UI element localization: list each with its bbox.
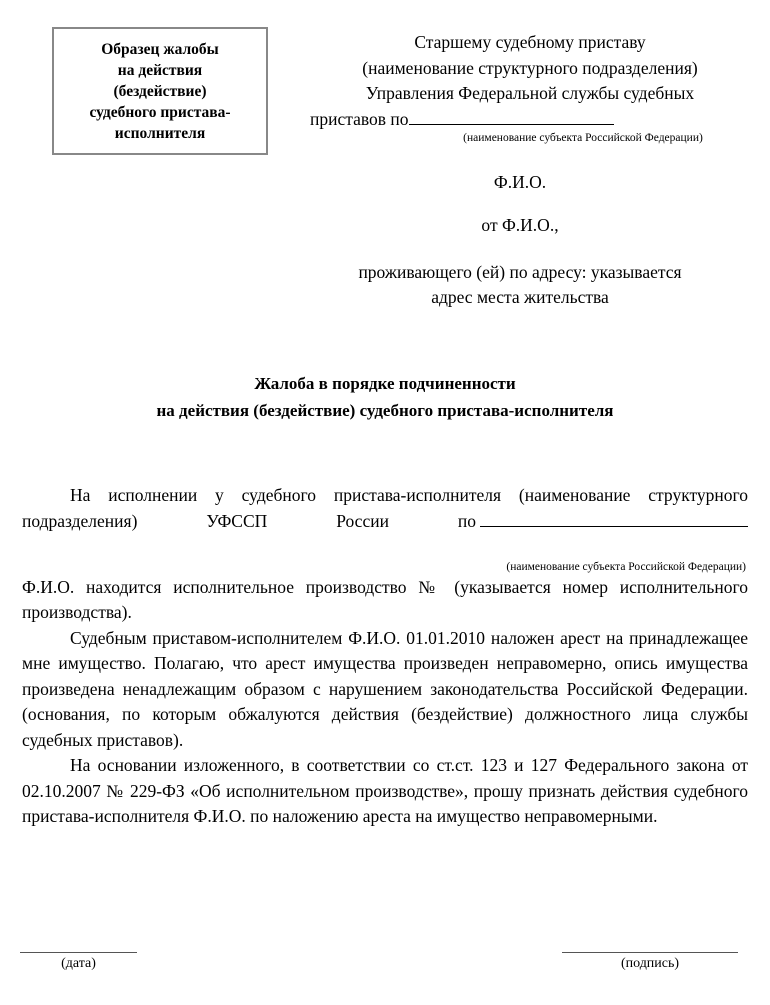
applicant-address-line-1: проживающего (ей) по адресу: указывается (358, 262, 682, 282)
addressee-line-2: (наименование структурного подразделения) (362, 57, 698, 78)
addressee-line-4-label: приставов по (310, 108, 409, 129)
sample-label-box (52, 27, 268, 155)
body-paragraph-1 (22, 483, 748, 560)
document-body (22, 483, 748, 830)
body-paragraph-1-wrapper (22, 483, 748, 575)
document-title (40, 370, 730, 424)
addressee-line-3: Управления Федеральной службы судебных (365, 83, 695, 103)
applicant-from-fio: от Ф.И.О., (481, 215, 559, 235)
body-paragraph-4: На основании изложенного, в соответствии со ст.ст. 123 и 127 Федерального закона от 02.10.2007 № 229-ФЗ «Об исполнительном производстве», прошу признать действия судебного пристава-исполнителя Ф.И.О. по наложению ареста на имущество неправомерными. (22, 755, 748, 826)
date-caption: (дата) (61, 956, 96, 971)
body-paragraph-2: Ф.И.О. находится исполнительное производство № (указывается номер исполнительного производства). (22, 576, 748, 622)
sample-box-line-1: Образец жалобы (101, 40, 219, 58)
sample-box-line-4: судебного пристава- (89, 103, 231, 121)
document-title-line-1: Жалоба в порядке подчиненности (254, 374, 516, 393)
sample-box-line-2: на действия (117, 61, 203, 79)
body-paragraph-3: Судебным приставом-исполнителем Ф.И.О. 01.01.2010 наложен арест на принадлежащее мне имущество. Полагаю, что арест имущества произведен неправомерно, опись имущества произведена ненадлежащим образом с нарушением законодательства Российской Федерации. (основания, по которым обжалуются действия (бездействие) должностного лица службы судебных приставов). (22, 627, 748, 750)
addressee-block (310, 30, 750, 144)
applicant-fio: Ф.И.О. (493, 172, 547, 192)
addressee-subject-row (310, 107, 750, 133)
paragraph-1-fill-caption: (наименование субъекта Российской Федерации) (506, 560, 746, 573)
addressee-subject-caption: (наименование субъекта Российской Федерации) (463, 132, 703, 144)
body-paragraph-1-text: На исполнении у судебного пристава-исполнителя (наименование структурного подразделения) УФССП России по (22, 485, 748, 531)
applicant-block (290, 170, 750, 310)
sample-box-line-5: исполнителя (114, 124, 206, 142)
sample-box-line-3: (бездействие) (113, 82, 207, 100)
document-footer (0, 952, 770, 1002)
date-slot (20, 952, 137, 973)
addressee-line-1: Старшему судебному приставу (414, 32, 646, 52)
signature-caption: (подпись) (620, 956, 680, 971)
subject-fill-rule[interactable] (409, 124, 614, 125)
paragraph-1-fill-rule[interactable] (480, 526, 748, 527)
document-title-line-2: на действия (бездействие) судебного пристава-исполнителя (156, 401, 614, 420)
signature-slot (562, 952, 738, 973)
applicant-address-line-2: адрес места жительства (431, 287, 609, 307)
